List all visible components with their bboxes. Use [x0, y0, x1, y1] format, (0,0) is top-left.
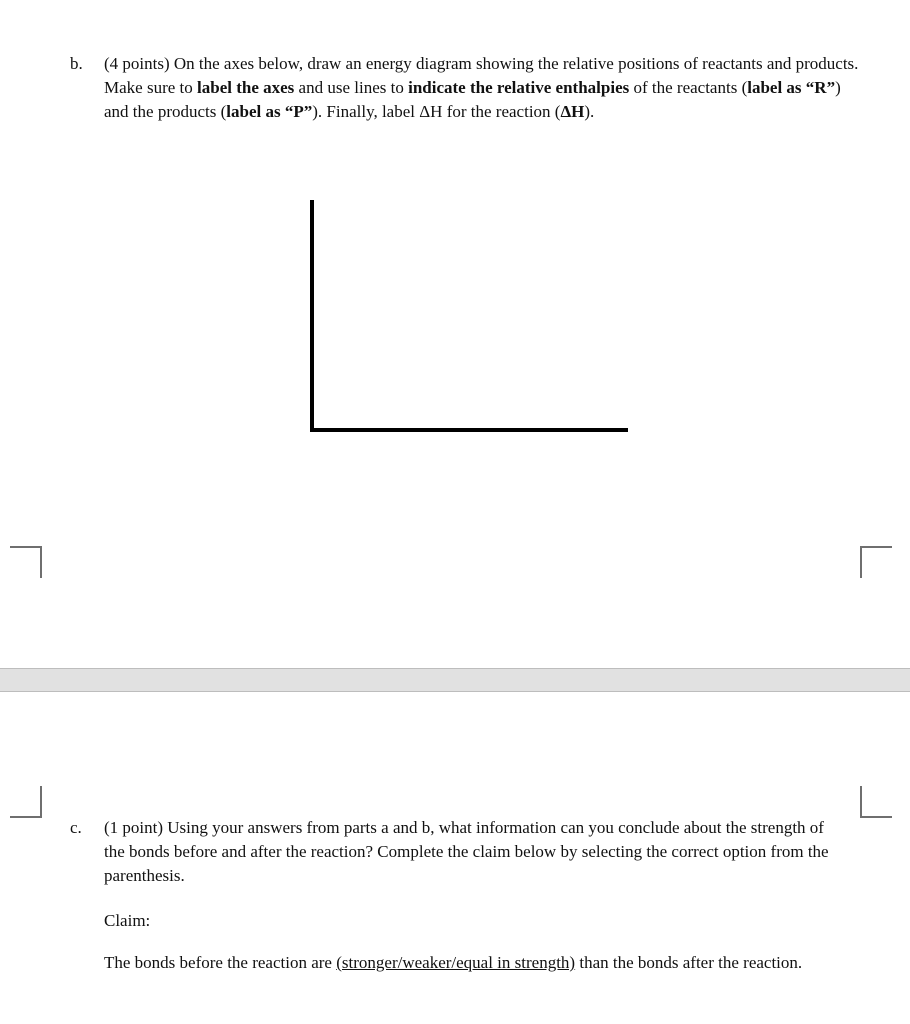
page-break [0, 668, 910, 692]
question-c-text: (1 point) Using your answers from parts a and b, what information can you conclude about the strength of the bonds before and after the reaction? Complete the claim below by selecting the correct option from the parenthesis. [104, 818, 829, 885]
question-c-marker: c. [70, 818, 82, 837]
claim-statement: The bonds before the reaction are (stronger/weaker/equal in strength) than the bonds after the reaction. [104, 953, 803, 972]
energy-diagram-x-axis [310, 428, 628, 432]
claim-label: Claim: [104, 911, 151, 930]
crop-mark-top-right [860, 546, 892, 578]
crop-mark-bottom-left [10, 786, 42, 818]
crop-mark-bottom-right [860, 786, 892, 818]
question-b-text: (4 points) On the axes below, draw an energy diagram showing the relative positions of reactants and products. Make sure to label the axes and use lines to indicate the relative enthalpies of the reactants (label as “R”) and the products (label as “P”). Finally, label ΔH for the reaction (ΔH). [104, 54, 859, 121]
energy-diagram-y-axis [310, 200, 314, 432]
question-b-marker: b. [70, 54, 83, 73]
crop-mark-top-left [10, 546, 42, 578]
claim-options: (stronger/weaker/equal in strength) [336, 953, 576, 972]
